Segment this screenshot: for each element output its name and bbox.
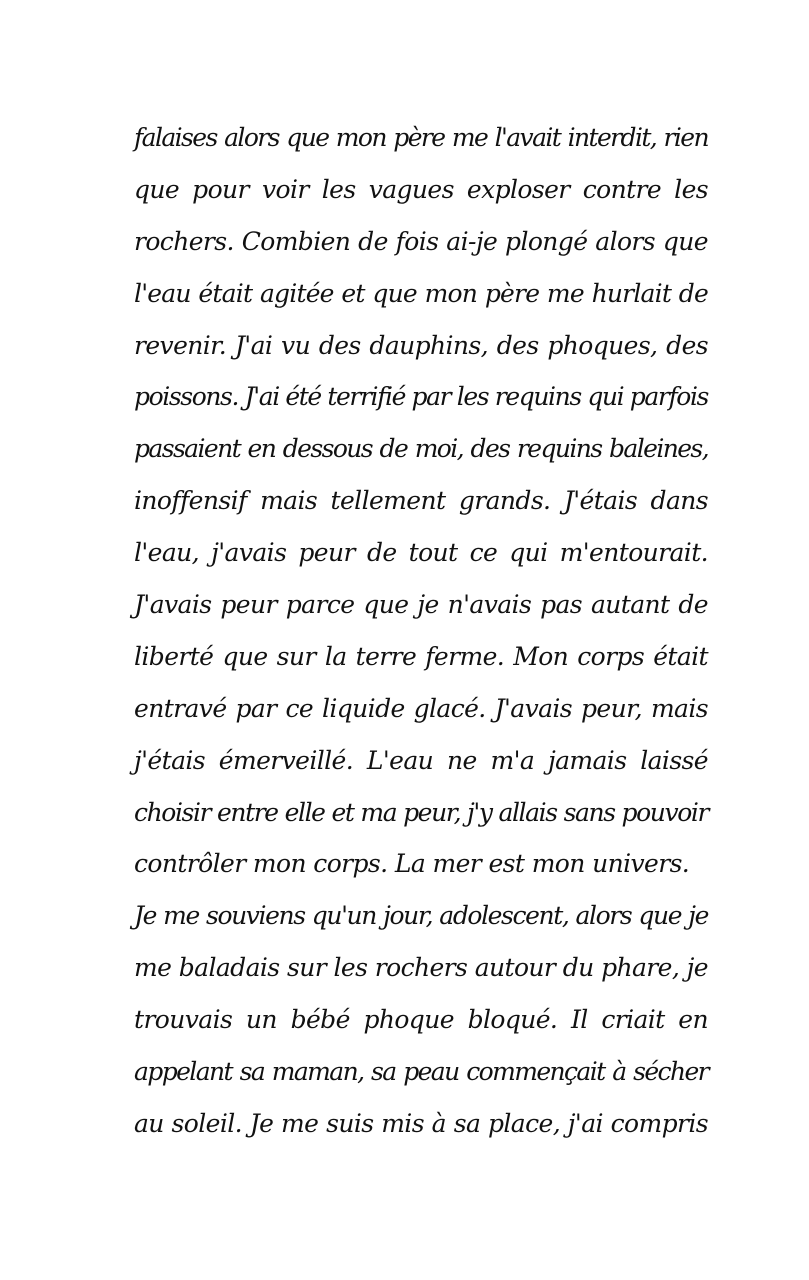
text-line: me baladais sur les rochers autour du phare, je	[134, 953, 708, 983]
text-line: liberté que sur la terre ferme. Mon corps était	[134, 641, 708, 671]
text-line: choisir entre elle et ma peur, j'y allais sans pouvoir	[134, 797, 708, 827]
text-line: poissons. J'ai été terrifié par les requins qui parfois	[134, 382, 708, 412]
text-line: j'étais émerveillé. L'eau ne m'a jamais laissé	[134, 745, 708, 775]
text-line: inoffensif mais tellement grands. J'étais dans	[134, 486, 708, 516]
text-line: Je me souviens qu'un jour, adolescent, alors que je	[134, 901, 708, 931]
text-line: falaises alors que mon père me l'avait interdit, rien	[134, 123, 708, 152]
text-line: rochers. Combien de fois ai-je plongé alors que	[134, 226, 708, 256]
text-line: l'eau était agitée et que mon père me hurlait de	[134, 278, 708, 308]
book-page	[134, 118, 708, 1156]
text-line: revenir. J'ai vu des dauphins, des phoques, des	[134, 330, 708, 360]
text-line: au soleil. Je me suis mis à sa place, j'ai compris	[134, 1108, 708, 1138]
text-line: trouvais un bébé phoque bloqué. Il criait en	[134, 1005, 708, 1035]
text-line: appelant sa maman, sa peau commençait à sécher	[134, 1057, 708, 1087]
text-line: l'eau, j'avais peur de tout ce qui m'entourait.	[134, 538, 708, 568]
text-line-paragraph-end: contrôler mon corps. La mer est mon univers.	[134, 849, 690, 879]
text-line: entravé par ce liquide glacé. J'avais peur, mais	[134, 693, 708, 723]
text-line: que pour voir les vagues exploser contre les	[134, 174, 708, 204]
text-line: J'avais peur parce que je n'avais pas autant de	[134, 590, 708, 620]
paragraph-2	[134, 896, 708, 1155]
text-line: passaient en dessous de moi, des requins baleines,	[134, 434, 708, 464]
paragraph-1	[134, 118, 708, 896]
